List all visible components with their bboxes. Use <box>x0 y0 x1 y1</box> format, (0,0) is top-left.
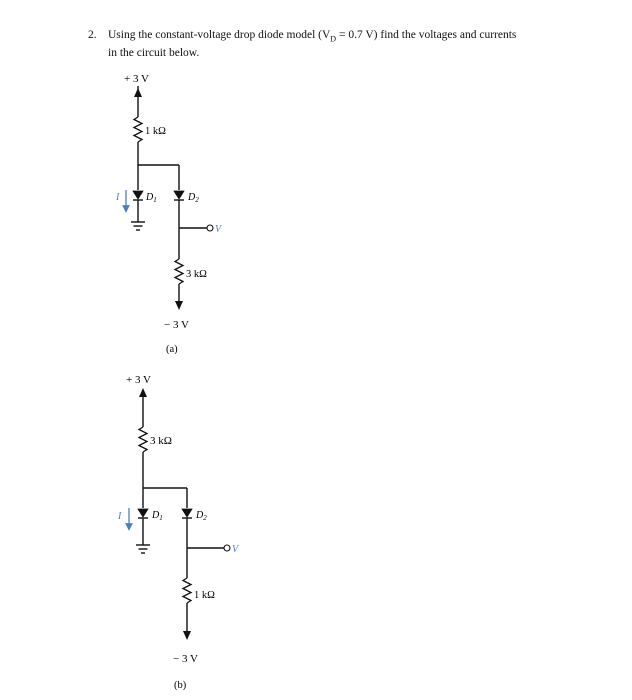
problem-number: 2. <box>88 29 97 41</box>
a-supply-arrowhead <box>134 88 142 97</box>
b-resistor-bottom <box>183 578 191 603</box>
b-supply-top-label: + 3 V <box>126 374 151 386</box>
b-negative-supply-arrow <box>183 631 191 640</box>
b-resistor-top-label: 3 kΩ <box>150 435 172 447</box>
b-diode2 <box>182 509 192 517</box>
a-resistor-top-label: 1 kΩ <box>145 126 166 137</box>
problem-line-1: Using the constant-voltage drop diode model ($V_D = 0.7$ V) find the voltages and currents <box>108 29 517 44</box>
a-resistor-bottom-label: 3 kΩ <box>186 269 207 280</box>
a-diode2 <box>174 191 184 199</box>
a-resistor-bottom <box>175 259 183 284</box>
circuit-b <box>117 374 240 691</box>
a-diode2-label: $D_2$ <box>188 192 199 204</box>
b-output-label: V <box>232 544 239 555</box>
b-diode1 <box>138 509 148 517</box>
b-output-terminal <box>224 545 230 551</box>
a-supply-bottom-label: − 3 V <box>164 319 189 331</box>
circuit-a <box>115 73 223 355</box>
b-diode2-label: $D_2$ <box>196 510 207 522</box>
b-resistor-bottom-label: 1 kΩ <box>194 590 215 601</box>
a-diode1 <box>133 191 143 199</box>
b-current-label: I <box>118 511 122 522</box>
a-supply-top-label: + 3 V <box>124 73 149 85</box>
a-caption: (a) <box>166 344 178 355</box>
b-diode1-label: $D_1$ <box>152 510 163 522</box>
b-supply-arrowhead <box>139 388 147 397</box>
b-supply-bottom-label: − 3 V <box>173 653 198 665</box>
a-diode1-label: $D_1$ <box>146 192 157 204</box>
b-resistor-top <box>139 427 147 452</box>
problem-line-2: in the circuit below. <box>108 47 200 60</box>
b-caption: (b) <box>174 680 187 691</box>
a-negative-supply-arrow <box>175 301 183 310</box>
a-resistor-top <box>134 117 142 142</box>
a-output-label: V <box>215 224 222 235</box>
a-output-terminal <box>207 225 213 231</box>
a-current-label: I <box>116 192 120 203</box>
